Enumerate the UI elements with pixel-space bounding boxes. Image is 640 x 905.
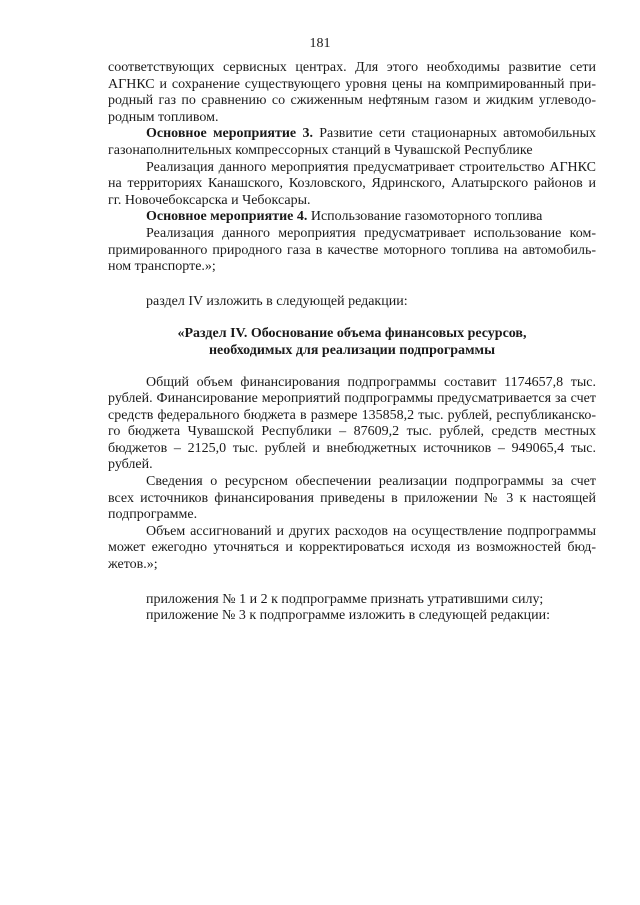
paragraph-event-4 — [108, 209, 596, 226]
paragraph-allocations — [108, 524, 596, 574]
event-3-title-part: Развитие сети стационарных автомобильных — [312, 126, 596, 142]
paragraph-event-3-implementation — [108, 160, 596, 210]
text-line: рублей. Финансирование мероприятий подпрограммы предусматривается за счет — [108, 391, 596, 407]
event-4-label: Основное мероприятие 4. — [146, 209, 308, 225]
spacer — [108, 310, 596, 326]
page-number: 181 — [309, 36, 331, 51]
text-line: ном транспорте.»; — [108, 259, 216, 275]
text-line: Объем ассигнований и других расходов на осуществление подпрограммы — [146, 523, 596, 539]
text-line: бюджетов – 2125,0 тыс. рублей и внебюджетных источников – 949065,4 тыс. — [108, 440, 596, 456]
event-4-title: Использование газомоторного топлива — [307, 209, 543, 225]
paragraph-section-instruction — [108, 294, 596, 311]
text-line: приложение № 3 к подпрограмме изложить в следующей редакции: — [146, 608, 551, 624]
text-line: может ежегодно уточняться и корректироваться исходя из возможностей бюд- — [108, 540, 596, 556]
text-line: Реализация данного мероприятия предусматривает строительство АГНКС — [146, 159, 596, 175]
page-body — [108, 60, 596, 625]
text-line: Общий объем финансирования подпрограммы составит 1174657,8 тыс. — [146, 374, 596, 390]
text-line: подпрограмме. — [108, 507, 198, 523]
text-line: Сведения о ресурсном обеспечении реализации подпрограммы за счет — [146, 474, 596, 490]
text-line: го бюджета Чувашской Республики – 87609,2 тыс. рублей, средств местных — [108, 424, 596, 440]
text-line: родный газ по сравнению со сжиженным нефтяным газом и жидким углеводо- — [108, 93, 596, 109]
text-line: раздел IV изложить в следующей редакции: — [146, 293, 408, 309]
text-line: соответствующих сервисных центрах. Для этого необходимы развитие сети — [108, 60, 596, 75]
section-heading-line: «Раздел IV. Обоснование объема финансовых ресурсов, — [177, 326, 527, 342]
spacer — [108, 360, 596, 375]
text-line: газонаполнительных компрессорных станций в Чувашской Республике — [108, 142, 533, 158]
text-line: жетов.»; — [108, 557, 158, 573]
paragraph-financing — [108, 375, 596, 475]
paragraph-event-4-implementation — [108, 226, 596, 276]
text-line: средств федерального бюджета в размере 135858,2 тыс. рублей, республиканско- — [108, 407, 596, 423]
text-line: АГНКС и сохранение существующего уровня цены на компримированный при- — [108, 76, 596, 92]
spacer — [108, 276, 596, 294]
section-heading — [108, 326, 596, 359]
paragraph-final-instructions — [108, 592, 596, 625]
paragraph-resources — [108, 474, 596, 524]
paragraph-event-3 — [108, 126, 596, 159]
text-line: всех источников финансирования приведены в приложении № 3 к настоящей — [108, 490, 596, 506]
text-line: приложения № 1 и 2 к подпрограмме признать утратившими силу; — [146, 591, 544, 607]
text-line: на территориях Канашского, Козловского, Ядринского, Алатырского районов и — [108, 176, 596, 192]
spacer — [108, 574, 596, 592]
text-line: гг. Новочебоксарска и Чебоксары. — [108, 192, 311, 208]
event-3-label: Основное мероприятие 3. — [146, 126, 313, 142]
text-line — [108, 209, 596, 226]
text-line: примированного природного газа в качестве моторного топлива на автомобиль- — [108, 242, 596, 258]
text-line: Реализация данного мероприятия предусматривает использование ком- — [146, 225, 596, 241]
text-line: родным топливом. — [108, 109, 219, 125]
paragraph-service-centers — [108, 60, 596, 126]
text-line — [108, 126, 596, 143]
text-line: рублей. — [108, 457, 153, 473]
section-heading-line: необходимых для реализации подпрограммы — [208, 342, 496, 358]
